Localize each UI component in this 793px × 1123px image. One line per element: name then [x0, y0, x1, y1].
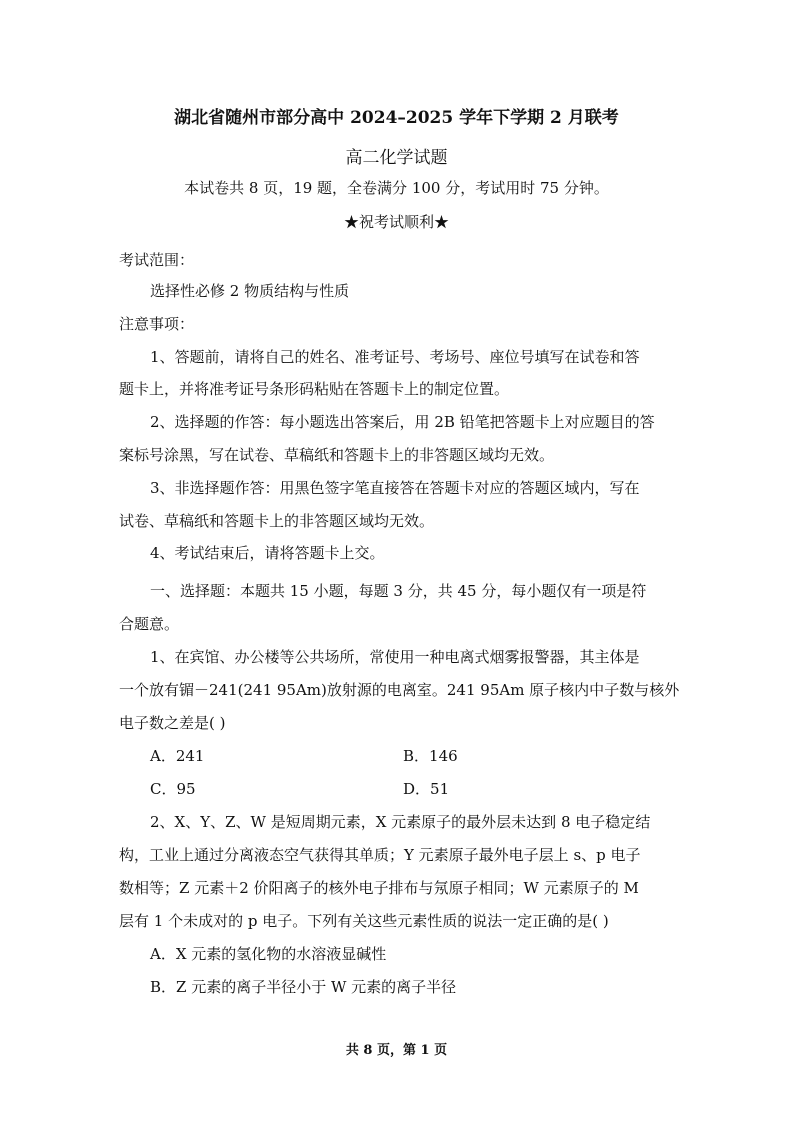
exam-info: 本试卷共 8 页，19 题，全卷满分 100 分，考试用时 75 分钟。 [184, 179, 609, 197]
question-1-option-d: D．51 [403, 780, 450, 798]
note-3-line-2: 试卷、草稿纸和答题卡上的非答题区域均无效。 [119, 512, 435, 530]
question-1-line-1: 1、在宾馆、办公楼等公共场所，常使用一种电离式烟雾报警器，其主体是 [150, 648, 640, 666]
notes-label: 注意事项： [119, 315, 195, 333]
note-1-line-1: 1、答题前，请将自己的姓名、准考证号、考场号、座位号填写在试卷和答 [150, 348, 640, 366]
note-2-line-1: 2、选择题的作答：每小题选出答案后，用 2B 铅笔把答题卡上对应题目的答 [150, 413, 655, 431]
note-3-line-1: 3、非选择题作答：用黑色签字笔直接答在答题卡对应的答题区域内，写在 [150, 479, 640, 497]
note-2-line-2: 案标号涂黑，写在试卷、草稿纸和答题卡上的非答题区域均无效。 [119, 446, 555, 464]
section-1-heading-line-2: 合题意。 [119, 615, 180, 633]
question-2-line-2: 构，工业上通过分离液态空气获得其单质；Y 元素原子最外电子层上 s、p 电子 [119, 846, 641, 864]
note-1-line-2: 题卡上，并将准考证号条形码粘贴在答题卡上的制定位置。 [119, 380, 510, 398]
question-1-option-c: C．95 [150, 780, 196, 798]
question-1-option-b: B．146 [403, 747, 458, 765]
question-2-option-b: B．Z 元素的离子半径小于 W 元素的离子半径 [150, 978, 457, 996]
note-4: 4、考试结束后，请将答题卡上交。 [150, 544, 385, 562]
question-2-option-a: A．X 元素的氢化物的水溶液显碱性 [150, 945, 387, 963]
scope-content: 选择性必修 2 物质结构与性质 [150, 282, 350, 300]
page-footer: 共 8 页，第 1 页 [345, 1043, 448, 1058]
question-2-line-1: 2、X、Y、Z、W 是短周期元素，X 元素原子的最外层未达到 8 电子稳定结 [150, 813, 651, 831]
section-1-heading-line-1: 一、选择题：本题共 15 小题，每题 3 分，共 45 分，每小题仅有一项是符 [150, 582, 647, 600]
scope-label: 考试范围： [119, 251, 195, 269]
question-2-line-3: 数相等；Z 元素＋2 价阳离子的核外电子排布与氖原子相同；W 元素原子的 M [119, 879, 639, 897]
exam-subtitle: 高二化学试题 [345, 148, 448, 168]
blessing-line: ★祝考试顺利★ [343, 213, 449, 231]
exam-title: 湖北省随州市部分高中 2024–2025 学年下学期 2 月联考 [174, 108, 619, 128]
question-2-line-4: 层有 1 个未成对的 p 电子。下列有关这些元素性质的说法一定正确的是( ) [119, 912, 609, 930]
question-1-line-2: 一个放有镅－241(241 95Am)放射源的电离室。241 95Am 原子核内中子数与核外 [119, 681, 680, 699]
question-1-option-a: A．241 [150, 747, 205, 765]
question-1-line-3: 电子数之差是( ) [119, 714, 226, 732]
